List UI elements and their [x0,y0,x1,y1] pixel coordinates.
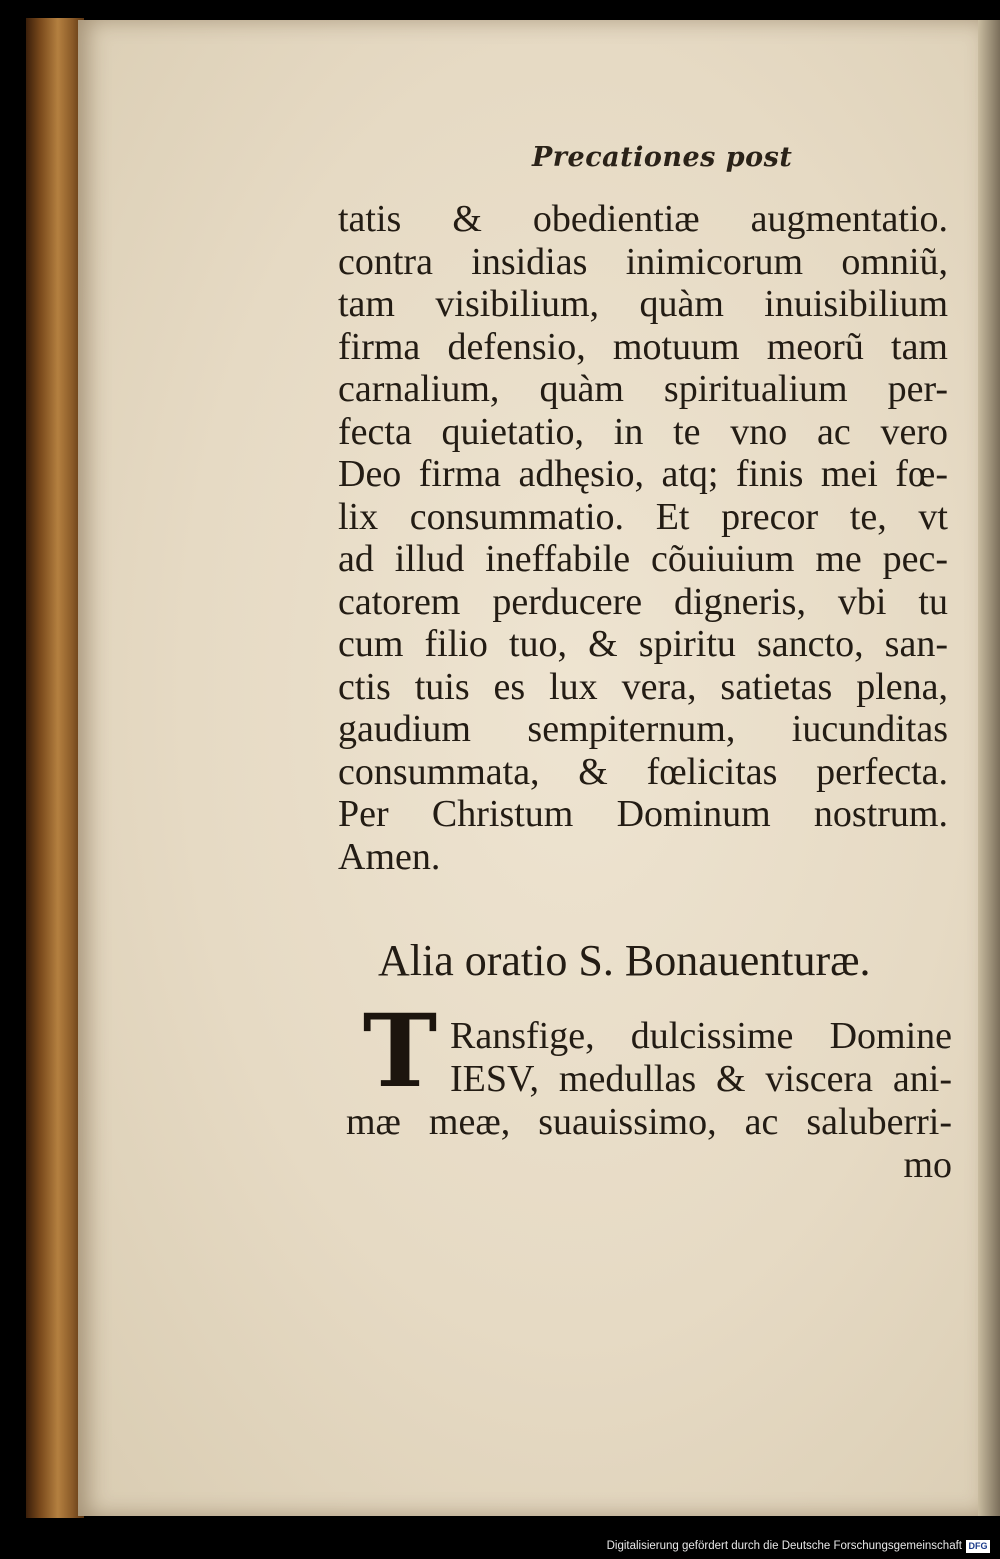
text-line: tatis & obedientiæ augmentatio. [338,198,948,240]
dfg-logo-icon: DFG [966,1540,990,1553]
text-line: IESV, medullas & viscera ani- [450,1058,952,1100]
text-line: consummata, & fœlicitas perfecta. [338,750,948,793]
text-line: fecta quietatio, in te vno ac vero [338,410,948,453]
prayer-text [338,198,948,878]
text-line: cum filio tuo, & spiritu sancto, san- [338,623,948,665]
catchword: mo [903,1144,952,1186]
page-gutter-shadow [978,20,1000,1516]
text-line: catorem perducere digneris, vbi tu [338,580,948,623]
text-line: lix consummatio. Et precor te, vt [338,495,948,538]
text-line: Deo firma adhęsio, atq; finis mei fœ- [338,453,948,495]
book-fore-edge [26,18,84,1518]
section-heading: Alia oratio S. Bonauenturæ. [378,936,871,985]
text-line: Per Christum Dominum nostrum. [338,793,948,835]
text-line: tam visibilium, quàm inuisibilium [338,283,948,325]
text-line: Amen. [338,835,441,878]
section-text [346,1015,952,1187]
funding-credit: Digitalisierung gefördert durch die Deutsche Forschungsgemeinschaft [606,1540,962,1552]
text-line: carnalium, quàm spiritualium per- [338,368,948,410]
text-line: ad illud ineffabile cõuiuium me pec- [338,538,948,580]
text-line: mæ meæ, suauissimo, ac saluberri- [346,1101,952,1143]
text-line: ctis tuis es lux vera, satietas plena, [338,665,948,708]
running-head: Precationes post [532,142,793,173]
text-line: firma defensio, motuum meorũ tam [338,325,948,368]
text-line: contra insidias inimicorum omniũ, [338,240,948,283]
text-line: Ransfige, dulcissime Domine [450,1015,952,1057]
text-line: gaudium sempiternum, iucunditas [338,708,948,750]
drop-cap: T [362,992,438,1110]
